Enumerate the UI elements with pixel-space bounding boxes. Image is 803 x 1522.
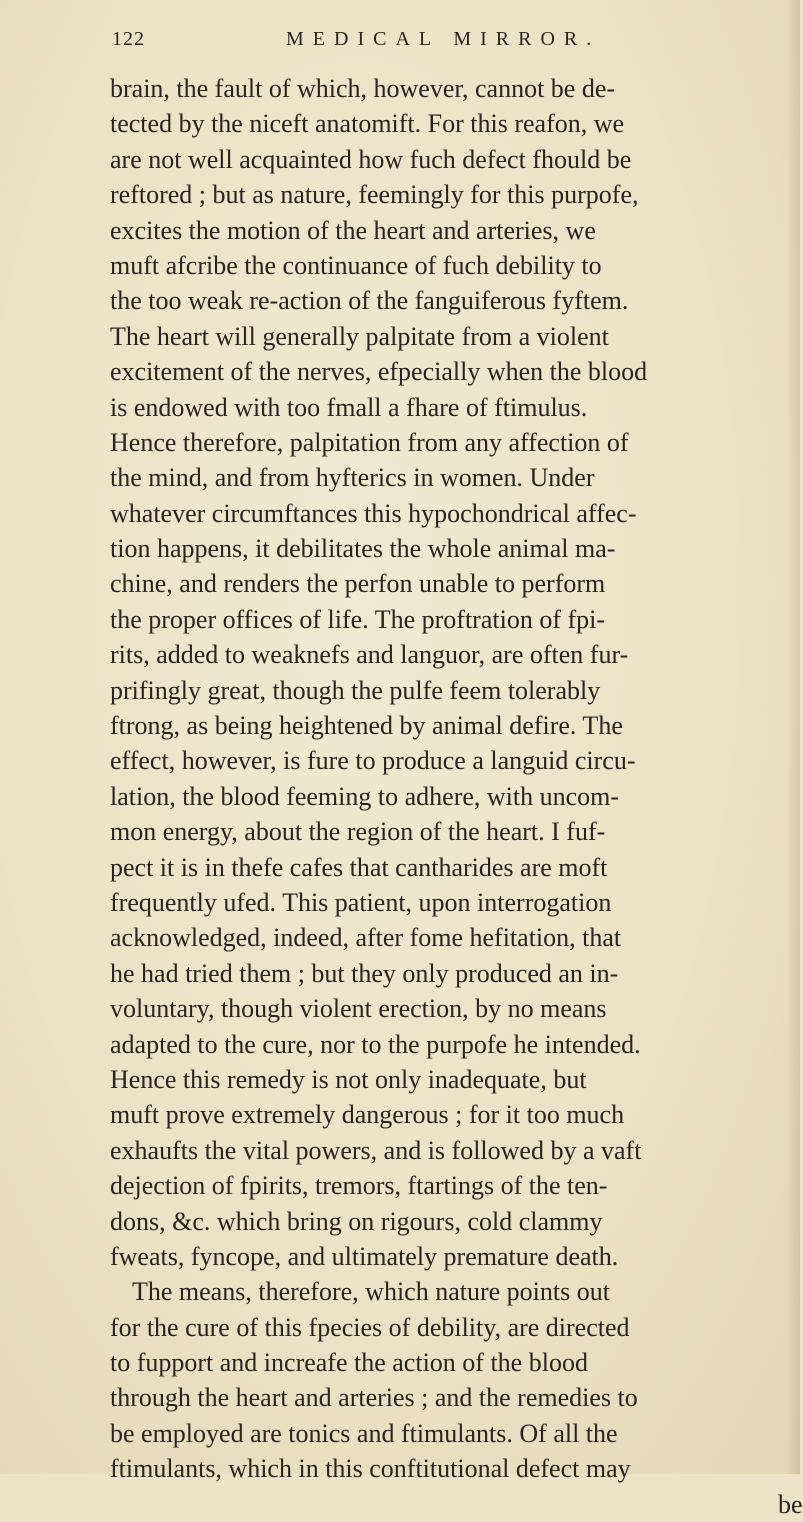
text-line: through the heart and arteries ; and the remedies to xyxy=(110,1383,638,1413)
text-line: rits, added to weaknefs and languor, are often fur- xyxy=(110,640,629,670)
text-line: he had tried them ; but they only produced an in- xyxy=(110,958,619,988)
text-line: whatever circumftances this hypochondrical affec- xyxy=(110,498,637,528)
text-line: the mind, and from hyfterics in women. Under xyxy=(110,463,595,493)
text-line: pect it is in thefe cafes that cantharides are moft xyxy=(110,852,608,882)
text-line: for the cure of this fpecies of debility, are directed xyxy=(110,1312,630,1342)
text-line: is endowed with too fmall a fhare of ftimulus. xyxy=(110,392,588,422)
text-line: lation, the blood feeming to adhere, with uncom- xyxy=(110,781,620,811)
text-line: muft afcribe the continuance of fuch debility to xyxy=(110,250,602,280)
text-line: The heart will generally palpitate from a violent xyxy=(110,321,609,351)
text-line: Hence this remedy is not only inadequate, but xyxy=(110,1064,587,1094)
paragraph-start-line: The means, therefore, which nature points out xyxy=(132,1277,610,1307)
text-line: prifingly great, though the pulfe feem tolerably xyxy=(110,675,601,705)
text-line: dons, &c. which bring on rigours, cold clammy xyxy=(110,1206,603,1236)
page-header xyxy=(112,28,632,56)
text-line: excitement of the nerves, efpecially when the blood xyxy=(110,357,648,387)
text-line: ftimulants, which in this conftitutional defect may xyxy=(110,1454,631,1484)
text-line: the proper offices of life. The proftration of fpi- xyxy=(110,604,606,634)
body-text xyxy=(110,71,803,1522)
text-line: the too weak re-action of the fanguiferous fyftem. xyxy=(110,286,629,316)
page-number: 122 xyxy=(112,28,145,50)
running-title: MEDICAL MIRROR. xyxy=(286,28,601,50)
text-line: Hence therefore, palpitation from any affection of xyxy=(110,427,629,457)
text-line: frequently ufed. This patient, upon interrogation xyxy=(110,887,612,917)
text-line: effect, however, is fure to produce a languid circu- xyxy=(110,746,636,776)
text-line: exhaufts the vital powers, and is followed by a vaft xyxy=(110,1135,642,1165)
text-line: brain, the fault of which, however, cannot be de- xyxy=(110,74,616,103)
text-line: adapted to the cure, nor to the purpofe he intended. xyxy=(110,1029,641,1059)
text-line: dejection of fpirits, tremors, ftartings of the ten- xyxy=(110,1171,608,1201)
text-line: tected by the niceft anatomift. For this reafon, we xyxy=(110,109,625,139)
text-line: reftored ; but as nature, feemingly for this purpofe, xyxy=(110,180,639,210)
text-line: excites the motion of the heart and arteries, we xyxy=(110,215,596,245)
text-line: ftrong, as being heightened by animal defire. The xyxy=(110,711,623,741)
text-line: acknowledged, indeed, after fome hefitation, that xyxy=(110,923,622,953)
text-line: mon energy, about the region of the heart. I fuf- xyxy=(110,817,606,847)
text-line: voluntary, though violent erection, by no means xyxy=(110,994,607,1024)
text-line: be employed are tonics and ftimulants. Of all the xyxy=(110,1418,618,1448)
text-line: to fupport and increafe the action of the blood xyxy=(110,1348,588,1378)
text-line: chine, and renders the perfon unable to perform xyxy=(110,569,606,599)
catchword: be xyxy=(778,1489,803,1519)
text-line: fweats, fyncope, and ultimately premature death. xyxy=(110,1241,619,1271)
text-line: tion happens, it debilitates the whole animal ma- xyxy=(110,534,616,564)
text-line: muft prove extremely dangerous ; for it too much xyxy=(110,1100,625,1130)
text-line: are not well acquainted how fuch defect fhould be xyxy=(110,144,632,174)
